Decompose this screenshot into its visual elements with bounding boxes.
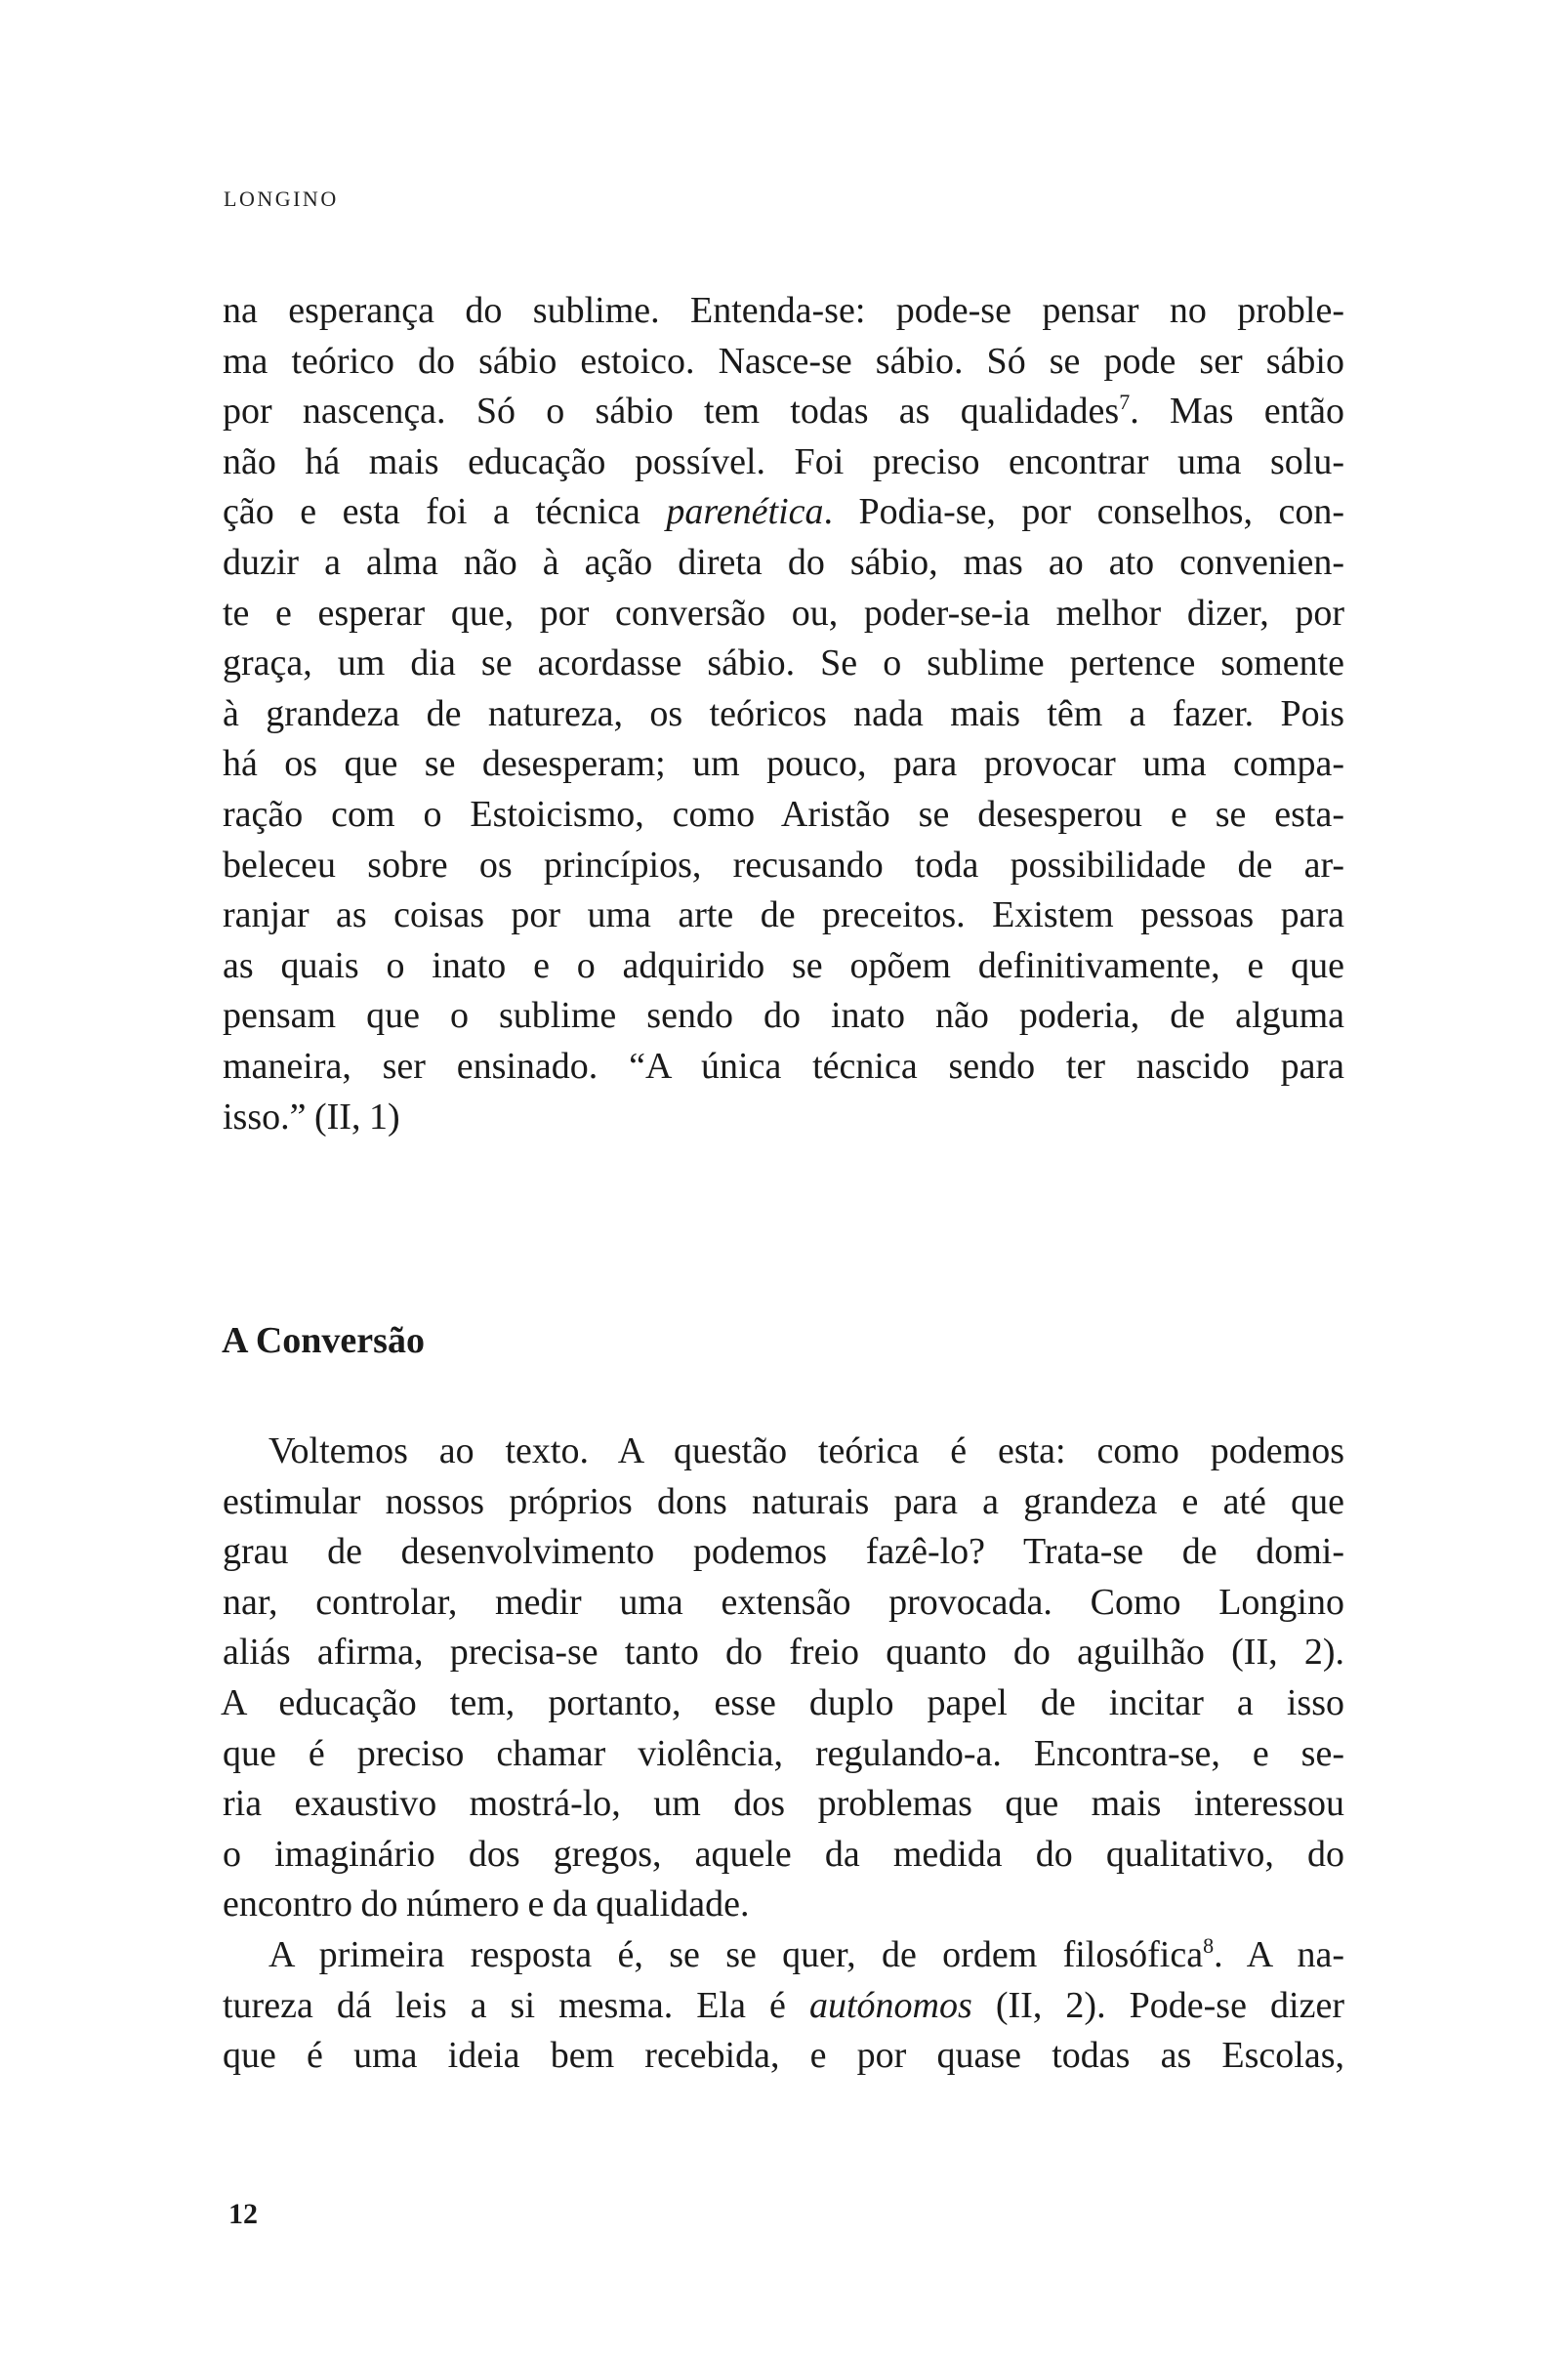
italic-term: parenética	[666, 491, 824, 533]
footnote-ref-8[interactable]: 8	[1203, 1932, 1215, 1958]
text-line	[221, 1678, 1344, 1729]
text-line	[223, 387, 1344, 437]
text-line	[223, 487, 1344, 538]
text-line	[223, 1628, 1344, 1678]
text-span: maneira, ser ensinado. “A única técnica sendo ter nascido para	[223, 1045, 1344, 1087]
text-span: as quais o inato e o adquirido se opõem definitivamente, e que	[223, 944, 1344, 986]
text-line	[223, 841, 1344, 891]
text-line	[223, 2031, 1344, 2082]
text-line	[223, 1527, 1344, 1578]
text-line	[223, 538, 1344, 589]
text-span: pensam que o sublime sendo do inato não poderia, de alguma	[223, 995, 1344, 1037]
text-line	[223, 1578, 1344, 1629]
text-line	[223, 890, 1344, 941]
text-line	[223, 1981, 1344, 2032]
text-line	[223, 790, 1344, 841]
text-line	[223, 1830, 1344, 1881]
text-line	[223, 1729, 1344, 1780]
text-span: beleceu sobre os princípios, recusando toda possibilidade de ar-	[223, 844, 1344, 886]
text-line	[223, 1930, 1344, 1981]
text-span: por nascença. Só o sábio tem todas as qualidades	[223, 391, 1120, 433]
text-span: ma teórico do sábio estoico. Nasce-se sábio. Só se pode ser sábio	[223, 340, 1344, 382]
text-span: que é uma ideia bem recebida, e por quase todas as Escolas,	[223, 2035, 1344, 2077]
text-span: aliás afirma, precisa-se tanto do freio quanto do aguilhão (II, 2).	[223, 1632, 1344, 1674]
text-span: te e esperar que, por conversão ou, poder-se-ia melhor dizer, por	[223, 592, 1344, 634]
text-line	[223, 991, 1344, 1042]
text-span: há os que se desesperam; um pouco, para provocar uma compa-	[223, 743, 1344, 785]
text-line	[223, 1477, 1344, 1528]
text-line	[223, 1779, 1344, 1830]
text-span: nar, controlar, medir uma extensão provocada. Como Longino	[223, 1581, 1344, 1623]
text-span: na esperança do sublime. Entenda-se: pode-se pensar no proble-	[223, 290, 1344, 331]
text-span: isso.” (II, 1)	[223, 1096, 400, 1138]
text-span: o imaginário dos gregos, aquele da medida do qualitativo, do	[223, 1833, 1344, 1875]
text-span: à grandeza de natureza, os teóricos nada mais têm a fazer. Pois	[223, 692, 1344, 734]
text-span: tureza dá leis a si mesma. Ela é	[223, 1984, 809, 2026]
text-span: . Mas então	[1130, 391, 1345, 433]
text-line	[223, 739, 1344, 790]
text-line	[223, 689, 1344, 740]
text-span: ção e esta foi a técnica	[223, 491, 667, 533]
text-span: A educação tem, portanto, esse duplo papel de incitar a isso	[221, 1681, 1344, 1723]
text-line	[223, 589, 1344, 640]
text-span: grau de desenvolvimento podemos fazê-lo? Trata-se de domi-	[223, 1531, 1344, 1573]
footnote-ref-7[interactable]: 7	[1119, 390, 1131, 415]
italic-term: autónomos	[808, 1984, 972, 2026]
body-text-block-2	[223, 1427, 1344, 2082]
text-line	[223, 437, 1344, 488]
page-number: 12	[228, 2198, 258, 2230]
text-span: Voltemos ao texto. A questão teórica é esta: como podemos	[268, 1430, 1344, 1471]
text-line	[223, 1427, 1344, 1477]
text-line	[223, 1042, 1344, 1093]
text-line	[223, 337, 1344, 388]
text-span: que é preciso chamar violência, regulando-a. Encontra-se, e se-	[223, 1732, 1344, 1774]
text-line	[223, 286, 1344, 337]
text-span: encontro do número e da qualidade.	[223, 1883, 750, 1925]
text-line	[223, 1880, 1344, 1930]
text-line	[223, 1093, 1344, 1143]
section-heading: A Conversão	[222, 1320, 425, 1361]
text-span: ração com o Estoicismo, como Aristão se desesperou e se esta-	[223, 793, 1344, 835]
text-span: graça, um dia se acordasse sábio. Se o sublime pertence somente	[223, 642, 1344, 684]
text-span: ranjar as coisas por uma arte de preceitos. Existem pessoas para	[223, 894, 1344, 936]
text-span: . A na-	[1214, 1933, 1344, 1975]
text-span: A primeira resposta é, se se quer, de ordem filosófica	[268, 1933, 1204, 1975]
text-span: duzir a alma não à ação direta do sábio, mas ao ato convenien-	[223, 541, 1344, 583]
text-span: (II, 2). Pode-se dizer	[971, 1984, 1344, 2026]
text-line	[223, 941, 1344, 992]
text-line	[223, 639, 1344, 689]
body-text-block-1	[223, 286, 1344, 1142]
text-span: . Podia-se, por conselhos, con-	[823, 491, 1344, 533]
text-span: estimular nossos próprios dons naturais para a grandeza e até que	[223, 1480, 1344, 1522]
text-span: não há mais educação possível. Foi preciso encontrar uma solu-	[223, 440, 1344, 482]
running-head: LONGINO	[224, 186, 339, 211]
text-span: ria exaustivo mostrá-lo, um dos problemas que mais interessou	[223, 1783, 1344, 1825]
